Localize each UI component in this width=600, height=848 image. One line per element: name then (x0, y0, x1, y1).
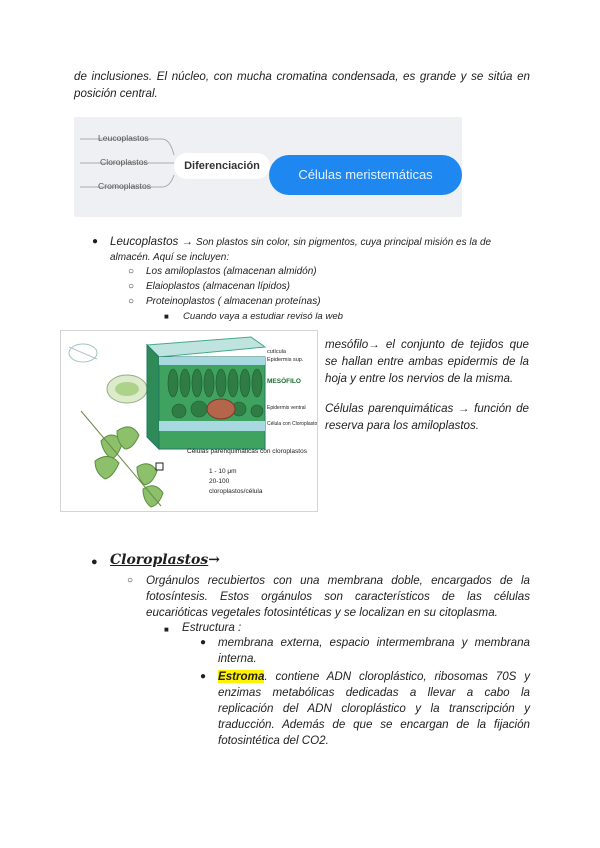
square-bullet-icon: ■ (164, 312, 169, 321)
mesofilo-paragraph: mesófilo→ el conjunto de tejidos que se hallan entre ambas epidermis de la hoja y entre los nervios de la misma. (325, 338, 529, 385)
caption-count: 20-100 (209, 478, 230, 485)
cloroplastos-title: Cloroplastos (110, 552, 209, 568)
circle-bullet-icon: ○ (128, 281, 135, 292)
intro-paragraph: de inclusiones. El núcleo, con mucha cromatina condensada, es grande y se sitúa en posición central. (74, 70, 530, 100)
leaf-figure (60, 330, 318, 512)
stroma-item (218, 669, 530, 749)
square-bullet-icon: ■ (164, 625, 169, 634)
leuco-sub-2: Elaioplastos (almacenan lípidos) (146, 281, 290, 292)
bullet-dot-icon: ● (200, 637, 207, 648)
leuco-note: Cuando vaya a estudiar revisó la web (183, 311, 343, 322)
stroma-desc: . contiene ADN cloroplástico, ribosomas 70S y enzimas metabólicas dedicadas a llevar a cabo la replicación del ADN cloroplástico y la transcripción y traducción. Además de que se encargan de la fijación fotosintética del CO2. (218, 670, 530, 747)
label-mesofilo: MESÓFILO (267, 378, 301, 385)
structure-label: Estructura : (182, 621, 242, 634)
mm-cloroplastos: Cloroplastos (100, 157, 148, 167)
leuco-term: Leucoplastos → (110, 235, 194, 248)
cloroplastos-arrow: → (208, 552, 220, 568)
leuco-desc2: almacén. Aquí se incluyen: (110, 252, 230, 263)
parenquima-paragraph: Células parenquimáticas → función de reserva para los amiloplastos. (325, 402, 529, 432)
leaf-illustration (61, 331, 317, 511)
mm-root-node: Células meristemáticas (269, 155, 462, 195)
caption-title: Células parenquimáticas con cloroplastos (187, 448, 307, 455)
leuco-desc: Son plastos sin color, sin pigmentos, cuya principal misión es la de (193, 237, 492, 248)
mm-leucoplastos: Leucoplastos (98, 133, 149, 143)
stroma-term: Estroma (218, 670, 265, 683)
label-celula-cloroplastos: Célula con Cloroplastos (267, 421, 317, 427)
bullet-dot-icon: ● (200, 671, 207, 682)
caption-size: 1 - 10 μm (209, 468, 237, 475)
cloroplastos-desc: Orgánulos recubiertos con una membrana doble, encargados de la fotosíntesis. Estos orgánulos son característicos de las células eucarióticas vegetales fotosintéticas y se localizan en su citoplasma. (146, 574, 530, 619)
circle-bullet-icon: ○ (128, 296, 135, 307)
caption-unit: cloroplastos/célula (209, 488, 263, 495)
circle-bullet-icon: ○ (127, 575, 134, 586)
mm-diferenciacion: Diferenciación (174, 153, 270, 179)
label-epidermis-sup: Epidermis sup. (267, 357, 304, 363)
leuco-sub-3: Proteinoplastos ( almacenan proteínas) (146, 296, 321, 307)
bullet-dot-icon: ● (92, 236, 99, 247)
membrane-item: membrana externa, espacio intermembrana y membrana interna. (218, 636, 530, 665)
leuco-item (110, 234, 530, 250)
circle-bullet-icon: ○ (128, 266, 135, 277)
leuco-sub-1: Los amiloplastos (almacenan almidón) (146, 266, 317, 277)
label-epidermis-ventral: Epidermis ventral (267, 405, 306, 411)
label-cuticula: cutícula (267, 349, 286, 355)
cloroplastos-heading (110, 552, 220, 568)
side-text (325, 336, 529, 434)
mind-map (74, 117, 462, 217)
mm-cromoplastos: Cromoplastos (98, 181, 152, 191)
bullet-dot-icon: ● (91, 556, 98, 568)
